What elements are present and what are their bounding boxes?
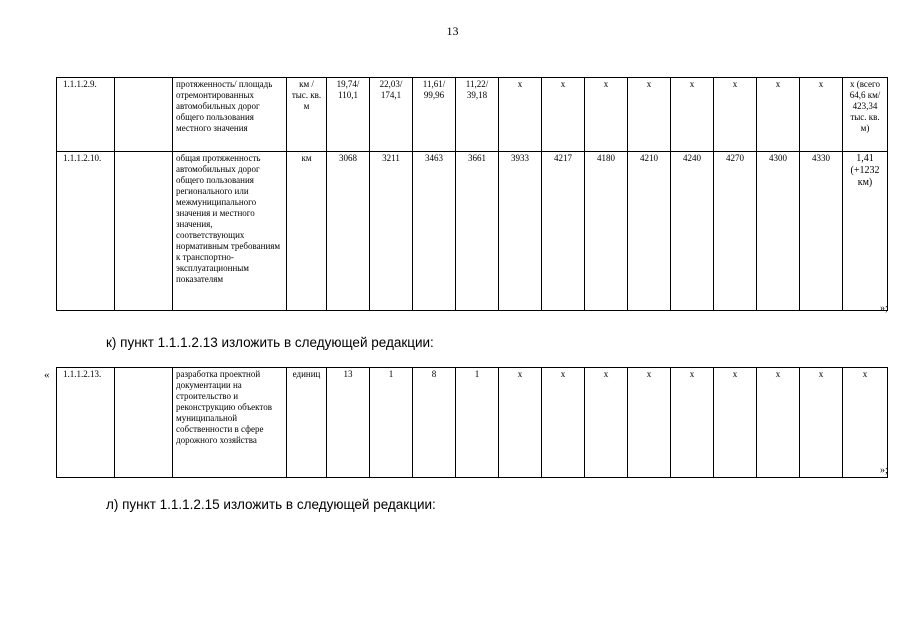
empty-cell — [115, 152, 173, 311]
row-number: 1.1.1.2.9. — [57, 78, 115, 152]
value-cell: 4217 — [542, 152, 585, 311]
table-row — [57, 152, 888, 311]
value-cell: x — [628, 78, 671, 152]
value-cell: x — [542, 368, 585, 478]
value-cell: x — [628, 368, 671, 478]
page-number: 13 — [446, 24, 459, 38]
indicator-table-replacement — [56, 367, 888, 478]
value-cell: 4210 — [628, 152, 671, 311]
unit-cell: км — [287, 152, 327, 311]
row-number: 1.1.1.2.10. — [57, 152, 115, 311]
closing-quote-mark: »; — [880, 465, 888, 476]
value-cell: 4270 — [714, 152, 757, 311]
value-cell: 3933 — [499, 152, 542, 311]
value-cell: x — [542, 78, 585, 152]
value-cell: 4330 — [800, 152, 843, 311]
value-cell: x — [585, 368, 628, 478]
value-cell: x — [714, 368, 757, 478]
value-cell: x — [757, 368, 800, 478]
value-cell: x — [671, 368, 714, 478]
instruction-l: л) пункт 1.1.1.2.15 изложить в следующей редакции: — [106, 497, 436, 512]
indicator-description: разработка проектной документации на строительство и реконструкцию объектов муниципальной собственности в сфере дорожного хозяйства — [173, 368, 287, 478]
value-cell: x — [499, 78, 542, 152]
value-cell: 11,22/ 39,18 — [456, 78, 499, 152]
value-cell: x — [585, 78, 628, 152]
value-cell: 8 — [413, 368, 456, 478]
indicator-description: общая протяженность автомобильных дорог общего пользования регионального или межмуниципального значения и местного значения, соответствующих нормативным требованиям к транспортно-эксплуатационным показателям — [173, 152, 287, 311]
indicators-table-continued — [56, 77, 888, 311]
value-cell: 4180 — [585, 152, 628, 311]
empty-cell — [115, 368, 173, 478]
value-cell: 1 — [456, 368, 499, 478]
unit-cell: единиц — [287, 368, 327, 478]
value-cell: 1 — [370, 368, 413, 478]
total-cell: x — [843, 368, 888, 478]
unit-cell: км / тыс. кв. м — [287, 78, 327, 152]
value-cell: x — [800, 368, 843, 478]
value-cell: 3211 — [370, 152, 413, 311]
instruction-k: к) пункт 1.1.1.2.13 изложить в следующей редакции: — [106, 335, 434, 350]
row-number: 1.1.1.2.13. — [57, 368, 115, 478]
empty-cell — [115, 78, 173, 152]
value-cell: 3068 — [327, 152, 370, 311]
total-cell: 1,41 (+1232 км) — [843, 152, 888, 311]
table-row — [57, 78, 888, 152]
value-cell: 22,03/ 174,1 — [370, 78, 413, 152]
value-cell: x — [800, 78, 843, 152]
value-cell: 3463 — [413, 152, 456, 311]
value-cell: 4300 — [757, 152, 800, 311]
opening-quote-mark: « — [44, 369, 50, 381]
total-cell: x (всего 64,6 км/ 423,34 тыс. кв. м) — [843, 78, 888, 152]
value-cell: 11,61/ 99,96 — [413, 78, 456, 152]
value-cell: 19,74/ 110,1 — [327, 78, 370, 152]
table-row — [57, 368, 888, 478]
indicator-description: протяженность/ площадь отремонтированных автомобильных дорог общего пользования местного значения — [173, 78, 287, 152]
value-cell: 3661 — [456, 152, 499, 311]
value-cell: 13 — [327, 368, 370, 478]
value-cell: 4240 — [671, 152, 714, 311]
value-cell: x — [499, 368, 542, 478]
value-cell: x — [714, 78, 757, 152]
closing-quote-mark: »; — [880, 303, 888, 314]
value-cell: x — [671, 78, 714, 152]
value-cell: x — [757, 78, 800, 152]
